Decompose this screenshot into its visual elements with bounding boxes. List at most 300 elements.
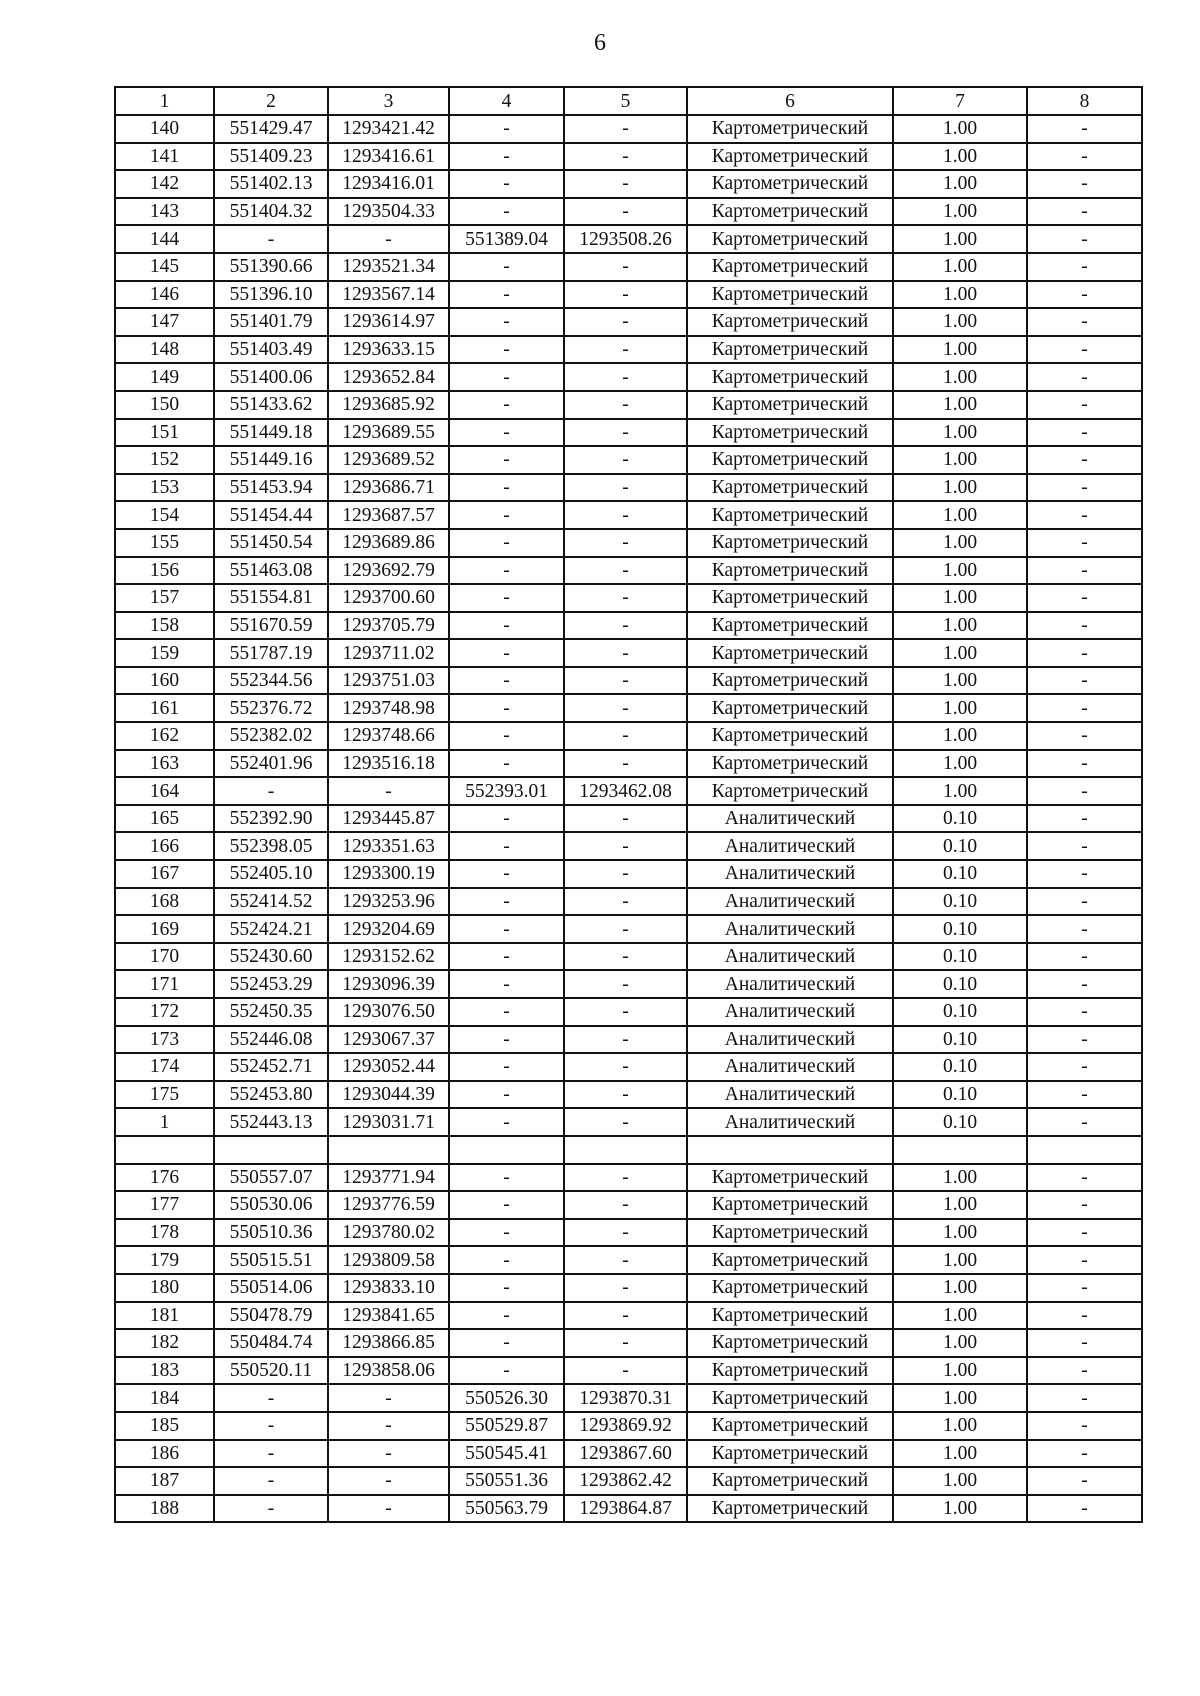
cell-y-coord: 1293689.86 bbox=[328, 529, 449, 557]
cell-note: - bbox=[1027, 1108, 1142, 1136]
cell-note: - bbox=[1027, 777, 1142, 805]
cell-x-coord-alt: - bbox=[449, 805, 564, 833]
cell-method: Картометрический bbox=[687, 1219, 893, 1247]
cell-y-coord: 1293067.37 bbox=[328, 1026, 449, 1054]
cell-x-coord: 552401.96 bbox=[214, 750, 328, 778]
cell-method bbox=[687, 1136, 893, 1164]
table-row bbox=[115, 639, 1142, 667]
cell-method: Картометрический bbox=[687, 722, 893, 750]
cell-y-coord: 1293780.02 bbox=[328, 1219, 449, 1247]
cell-point-number: 184 bbox=[115, 1384, 214, 1412]
cell-method: Картометрический bbox=[687, 308, 893, 336]
cell-method: Аналитический bbox=[687, 1026, 893, 1054]
column-header-3: 3 bbox=[328, 87, 449, 115]
cell-note: - bbox=[1027, 667, 1142, 695]
table-row bbox=[115, 888, 1142, 916]
table-row bbox=[115, 722, 1142, 750]
cell-x-coord: 551433.62 bbox=[214, 391, 328, 419]
cell-accuracy: 0.10 bbox=[893, 1026, 1027, 1054]
cell-y-coord-alt: - bbox=[564, 1108, 687, 1136]
cell-y-coord-alt: - bbox=[564, 970, 687, 998]
cell-note: - bbox=[1027, 1191, 1142, 1219]
table-row bbox=[115, 170, 1142, 198]
cell-y-coord-alt: - bbox=[564, 1246, 687, 1274]
cell-y-coord-alt: 1293869.92 bbox=[564, 1412, 687, 1440]
cell-y-coord-alt: - bbox=[564, 1191, 687, 1219]
cell-x-coord: 552446.08 bbox=[214, 1026, 328, 1054]
cell-x-coord-alt: - bbox=[449, 584, 564, 612]
cell-note: - bbox=[1027, 1357, 1142, 1385]
table-row bbox=[115, 474, 1142, 502]
cell-y-coord: 1293521.34 bbox=[328, 253, 449, 281]
cell-note bbox=[1027, 1136, 1142, 1164]
cell-x-coord: 551404.32 bbox=[214, 198, 328, 226]
cell-x-coord: 552376.72 bbox=[214, 694, 328, 722]
cell-accuracy: 1.00 bbox=[893, 308, 1027, 336]
cell-x-coord: 551396.10 bbox=[214, 281, 328, 309]
coordinates-table bbox=[114, 86, 1143, 1523]
cell-y-coord-alt: - bbox=[564, 143, 687, 171]
cell-method: Картометрический bbox=[687, 225, 893, 253]
cell-method: Картометрический bbox=[687, 1191, 893, 1219]
table-row bbox=[115, 446, 1142, 474]
cell-y-coord-alt: - bbox=[564, 612, 687, 640]
cell-method: Картометрический bbox=[687, 529, 893, 557]
cell-accuracy: 1.00 bbox=[893, 529, 1027, 557]
cell-point-number: 145 bbox=[115, 253, 214, 281]
table-row bbox=[115, 1384, 1142, 1412]
cell-point-number: 173 bbox=[115, 1026, 214, 1054]
cell-accuracy: 1.00 bbox=[893, 170, 1027, 198]
cell-method: Картометрический bbox=[687, 1274, 893, 1302]
cell-y-coord: 1293567.14 bbox=[328, 281, 449, 309]
cell-accuracy: 1.00 bbox=[893, 336, 1027, 364]
cell-accuracy: 1.00 bbox=[893, 1274, 1027, 1302]
cell-y-coord-alt: - bbox=[564, 198, 687, 226]
cell-point-number: 144 bbox=[115, 225, 214, 253]
cell-x-coord-alt: 550563.79 bbox=[449, 1495, 564, 1523]
cell-y-coord-alt: - bbox=[564, 281, 687, 309]
cell-y-coord: - bbox=[328, 1495, 449, 1523]
cell-method: Картометрический bbox=[687, 1357, 893, 1385]
cell-y-coord: - bbox=[328, 1467, 449, 1495]
cell-y-coord-alt: - bbox=[564, 584, 687, 612]
cell-y-coord: 1293152.62 bbox=[328, 943, 449, 971]
cell-accuracy: 1.00 bbox=[893, 1302, 1027, 1330]
table-row bbox=[115, 557, 1142, 585]
cell-method: Картометрический bbox=[687, 170, 893, 198]
table-row bbox=[115, 1412, 1142, 1440]
cell-y-coord-alt: - bbox=[564, 557, 687, 585]
cell-y-coord: 1293705.79 bbox=[328, 612, 449, 640]
cell-point-number: 155 bbox=[115, 529, 214, 557]
cell-point-number: 154 bbox=[115, 501, 214, 529]
cell-point-number: 158 bbox=[115, 612, 214, 640]
table-row bbox=[115, 1136, 1142, 1164]
cell-x-coord: 552452.71 bbox=[214, 1053, 328, 1081]
cell-x-coord-alt: - bbox=[449, 1357, 564, 1385]
cell-accuracy: 1.00 bbox=[893, 198, 1027, 226]
cell-x-coord-alt: 550526.30 bbox=[449, 1384, 564, 1412]
cell-x-coord-alt: - bbox=[449, 1108, 564, 1136]
cell-point-number: 182 bbox=[115, 1329, 214, 1357]
cell-note: - bbox=[1027, 1440, 1142, 1468]
cell-x-coord: - bbox=[214, 1467, 328, 1495]
cell-point-number: 186 bbox=[115, 1440, 214, 1468]
table-row bbox=[115, 501, 1142, 529]
cell-x-coord: 551429.47 bbox=[214, 115, 328, 143]
cell-x-coord: 552450.35 bbox=[214, 998, 328, 1026]
table-row bbox=[115, 198, 1142, 226]
cell-y-coord: 1293416.61 bbox=[328, 143, 449, 171]
cell-y-coord: 1293686.71 bbox=[328, 474, 449, 502]
cell-y-coord: 1293711.02 bbox=[328, 639, 449, 667]
cell-x-coord: 552453.80 bbox=[214, 1081, 328, 1109]
cell-x-coord-alt: - bbox=[449, 253, 564, 281]
cell-point-number: 176 bbox=[115, 1164, 214, 1192]
cell-note: - bbox=[1027, 722, 1142, 750]
cell-x-coord-alt: - bbox=[449, 557, 564, 585]
table-row bbox=[115, 750, 1142, 778]
cell-x-coord: - bbox=[214, 1495, 328, 1523]
cell-method: Картометрический bbox=[687, 557, 893, 585]
cell-accuracy: 1.00 bbox=[893, 419, 1027, 447]
table-row bbox=[115, 943, 1142, 971]
cell-accuracy: 1.00 bbox=[893, 722, 1027, 750]
cell-accuracy: 1.00 bbox=[893, 1329, 1027, 1357]
cell-point-number: 160 bbox=[115, 667, 214, 695]
cell-accuracy: 1.00 bbox=[893, 1412, 1027, 1440]
cell-note: - bbox=[1027, 694, 1142, 722]
cell-point-number: 162 bbox=[115, 722, 214, 750]
cell-method: Аналитический bbox=[687, 860, 893, 888]
cell-note: - bbox=[1027, 474, 1142, 502]
cell-y-coord: 1293204.69 bbox=[328, 915, 449, 943]
cell-accuracy: 0.10 bbox=[893, 943, 1027, 971]
table-row bbox=[115, 584, 1142, 612]
cell-y-coord-alt: - bbox=[564, 253, 687, 281]
cell-x-coord-alt: - bbox=[449, 446, 564, 474]
cell-x-coord-alt: - bbox=[449, 501, 564, 529]
cell-accuracy: 1.00 bbox=[893, 667, 1027, 695]
table-row bbox=[115, 419, 1142, 447]
cell-x-coord-alt: - bbox=[449, 391, 564, 419]
cell-accuracy: 0.10 bbox=[893, 915, 1027, 943]
column-header-2: 2 bbox=[214, 87, 328, 115]
cell-x-coord: 552344.56 bbox=[214, 667, 328, 695]
cell-x-coord-alt: 550545.41 bbox=[449, 1440, 564, 1468]
cell-y-coord: 1293516.18 bbox=[328, 750, 449, 778]
cell-y-coord: 1293351.63 bbox=[328, 832, 449, 860]
cell-y-coord-alt: - bbox=[564, 860, 687, 888]
cell-y-coord: 1293748.98 bbox=[328, 694, 449, 722]
cell-y-coord: 1293771.94 bbox=[328, 1164, 449, 1192]
cell-y-coord-alt: 1293862.42 bbox=[564, 1467, 687, 1495]
cell-note: - bbox=[1027, 198, 1142, 226]
cell-note: - bbox=[1027, 1081, 1142, 1109]
cell-x-coord: 551787.19 bbox=[214, 639, 328, 667]
cell-y-coord: 1293445.87 bbox=[328, 805, 449, 833]
cell-note: - bbox=[1027, 336, 1142, 364]
cell-note: - bbox=[1027, 1246, 1142, 1274]
cell-y-coord: 1293866.85 bbox=[328, 1329, 449, 1357]
cell-method: Аналитический bbox=[687, 943, 893, 971]
cell-accuracy: 1.00 bbox=[893, 391, 1027, 419]
cell-x-coord-alt: - bbox=[449, 1246, 564, 1274]
cell-y-coord: 1293776.59 bbox=[328, 1191, 449, 1219]
cell-accuracy: 0.10 bbox=[893, 970, 1027, 998]
cell-x-coord-alt: - bbox=[449, 667, 564, 695]
cell-accuracy: 0.10 bbox=[893, 805, 1027, 833]
cell-note: - bbox=[1027, 308, 1142, 336]
cell-accuracy: 0.10 bbox=[893, 860, 1027, 888]
cell-y-coord-alt: 1293867.60 bbox=[564, 1440, 687, 1468]
cell-x-coord-alt: - bbox=[449, 970, 564, 998]
cell-y-coord: 1293031.71 bbox=[328, 1108, 449, 1136]
table-row bbox=[115, 777, 1142, 805]
cell-point-number: 172 bbox=[115, 998, 214, 1026]
cell-x-coord: 552405.10 bbox=[214, 860, 328, 888]
cell-y-coord-alt: - bbox=[564, 501, 687, 529]
cell-y-coord: 1293076.50 bbox=[328, 998, 449, 1026]
cell-note: - bbox=[1027, 750, 1142, 778]
cell-method: Аналитический bbox=[687, 915, 893, 943]
column-header-7: 7 bbox=[893, 87, 1027, 115]
cell-y-coord-alt: - bbox=[564, 998, 687, 1026]
table-row bbox=[115, 1026, 1142, 1054]
cell-x-coord-alt: - bbox=[449, 1191, 564, 1219]
cell-x-coord: 551453.94 bbox=[214, 474, 328, 502]
cell-point-number: 168 bbox=[115, 888, 214, 916]
cell-method: Картометрический bbox=[687, 336, 893, 364]
cell-y-coord: 1293751.03 bbox=[328, 667, 449, 695]
table-row bbox=[115, 998, 1142, 1026]
cell-x-coord-alt: - bbox=[449, 943, 564, 971]
cell-point-number: 153 bbox=[115, 474, 214, 502]
cell-y-coord-alt: - bbox=[564, 1026, 687, 1054]
cell-method: Картометрический bbox=[687, 281, 893, 309]
cell-y-coord-alt: - bbox=[564, 639, 687, 667]
cell-y-coord-alt: - bbox=[564, 888, 687, 916]
table-row bbox=[115, 529, 1142, 557]
cell-y-coord-alt: - bbox=[564, 336, 687, 364]
cell-x-coord: 551409.23 bbox=[214, 143, 328, 171]
cell-method: Картометрический bbox=[687, 667, 893, 695]
table-row bbox=[115, 1108, 1142, 1136]
table-row bbox=[115, 1495, 1142, 1523]
cell-point-number: 169 bbox=[115, 915, 214, 943]
cell-x-coord: 550514.06 bbox=[214, 1274, 328, 1302]
cell-y-coord: 1293614.97 bbox=[328, 308, 449, 336]
cell-y-coord-alt: - bbox=[564, 115, 687, 143]
cell-y-coord-alt: 1293870.31 bbox=[564, 1384, 687, 1412]
cell-x-coord: 552430.60 bbox=[214, 943, 328, 971]
cell-y-coord-alt: - bbox=[564, 750, 687, 778]
cell-accuracy: 0.10 bbox=[893, 1053, 1027, 1081]
table-row bbox=[115, 253, 1142, 281]
cell-point-number: 181 bbox=[115, 1302, 214, 1330]
cell-y-coord-alt: - bbox=[564, 170, 687, 198]
cell-point-number: 165 bbox=[115, 805, 214, 833]
cell-x-coord-alt: - bbox=[449, 694, 564, 722]
cell-method: Картометрический bbox=[687, 1329, 893, 1357]
table-row bbox=[115, 1357, 1142, 1385]
table-row bbox=[115, 363, 1142, 391]
cell-x-coord-alt: - bbox=[449, 170, 564, 198]
cell-method: Картометрический bbox=[687, 1164, 893, 1192]
cell-x-coord-alt: - bbox=[449, 419, 564, 447]
cell-y-coord: 1293748.66 bbox=[328, 722, 449, 750]
cell-y-coord: 1293689.52 bbox=[328, 446, 449, 474]
cell-y-coord: 1293096.39 bbox=[328, 970, 449, 998]
column-header-5: 5 bbox=[564, 87, 687, 115]
cell-method: Картометрический bbox=[687, 446, 893, 474]
cell-x-coord: - bbox=[214, 1384, 328, 1412]
cell-y-coord-alt: - bbox=[564, 391, 687, 419]
cell-x-coord-alt: - bbox=[449, 1329, 564, 1357]
column-header-1: 1 bbox=[115, 87, 214, 115]
cell-note: - bbox=[1027, 584, 1142, 612]
cell-x-coord: 551670.59 bbox=[214, 612, 328, 640]
cell-y-coord-alt: 1293462.08 bbox=[564, 777, 687, 805]
table-row bbox=[115, 1329, 1142, 1357]
cell-accuracy: 1.00 bbox=[893, 584, 1027, 612]
cell-note: - bbox=[1027, 612, 1142, 640]
cell-method: Аналитический bbox=[687, 1081, 893, 1109]
cell-y-coord-alt: - bbox=[564, 1219, 687, 1247]
cell-method: Аналитический bbox=[687, 832, 893, 860]
table-row bbox=[115, 1053, 1142, 1081]
cell-x-coord-alt: - bbox=[449, 860, 564, 888]
cell-note: - bbox=[1027, 1384, 1142, 1412]
cell-point-number: 166 bbox=[115, 832, 214, 860]
cell-x-coord-alt: - bbox=[449, 363, 564, 391]
cell-point-number: 188 bbox=[115, 1495, 214, 1523]
cell-x-coord: 551463.08 bbox=[214, 557, 328, 585]
cell-y-coord: - bbox=[328, 777, 449, 805]
cell-point-number: 179 bbox=[115, 1246, 214, 1274]
cell-note: - bbox=[1027, 501, 1142, 529]
cell-note: - bbox=[1027, 446, 1142, 474]
cell-method: Аналитический bbox=[687, 1053, 893, 1081]
cell-method: Картометрический bbox=[687, 584, 893, 612]
cell-x-coord: 551400.06 bbox=[214, 363, 328, 391]
cell-accuracy bbox=[893, 1136, 1027, 1164]
cell-x-coord: 550478.79 bbox=[214, 1302, 328, 1330]
table-row bbox=[115, 860, 1142, 888]
cell-y-coord-alt: - bbox=[564, 529, 687, 557]
cell-accuracy: 1.00 bbox=[893, 1467, 1027, 1495]
cell-y-coord: 1293809.58 bbox=[328, 1246, 449, 1274]
cell-y-coord-alt: - bbox=[564, 1164, 687, 1192]
cell-note: - bbox=[1027, 970, 1142, 998]
cell-accuracy: 1.00 bbox=[893, 281, 1027, 309]
cell-method: Аналитический bbox=[687, 970, 893, 998]
cell-point-number: 140 bbox=[115, 115, 214, 143]
cell-x-coord: - bbox=[214, 1440, 328, 1468]
table-row bbox=[115, 115, 1142, 143]
cell-accuracy: 1.00 bbox=[893, 143, 1027, 171]
cell-x-coord: 552443.13 bbox=[214, 1108, 328, 1136]
cell-x-coord: 552414.52 bbox=[214, 888, 328, 916]
cell-method: Картометрический bbox=[687, 198, 893, 226]
cell-x-coord-alt: 552393.01 bbox=[449, 777, 564, 805]
cell-y-coord-alt: - bbox=[564, 446, 687, 474]
cell-accuracy: 0.10 bbox=[893, 832, 1027, 860]
cell-accuracy: 1.00 bbox=[893, 115, 1027, 143]
cell-accuracy: 1.00 bbox=[893, 446, 1027, 474]
cell-y-coord: 1293692.79 bbox=[328, 557, 449, 585]
cell-method: Картометрический bbox=[687, 115, 893, 143]
cell-method: Картометрический bbox=[687, 750, 893, 778]
cell-y-coord: - bbox=[328, 225, 449, 253]
table-row bbox=[115, 970, 1142, 998]
cell-y-coord-alt: - bbox=[564, 832, 687, 860]
cell-method: Картометрический bbox=[687, 253, 893, 281]
cell-point-number: 141 bbox=[115, 143, 214, 171]
cell-y-coord-alt: - bbox=[564, 1053, 687, 1081]
cell-note: - bbox=[1027, 170, 1142, 198]
cell-accuracy: 1.00 bbox=[893, 474, 1027, 502]
table-row bbox=[115, 1274, 1142, 1302]
cell-y-coord: 1293044.39 bbox=[328, 1081, 449, 1109]
cell-point-number: 161 bbox=[115, 694, 214, 722]
cell-accuracy: 1.00 bbox=[893, 225, 1027, 253]
cell-note: - bbox=[1027, 557, 1142, 585]
cell-x-coord: 552424.21 bbox=[214, 915, 328, 943]
cell-note: - bbox=[1027, 888, 1142, 916]
cell-note: - bbox=[1027, 1495, 1142, 1523]
cell-y-coord-alt: - bbox=[564, 363, 687, 391]
cell-point-number: 1 bbox=[115, 1108, 214, 1136]
cell-note: - bbox=[1027, 860, 1142, 888]
cell-point-number: 171 bbox=[115, 970, 214, 998]
cell-method: Картометрический bbox=[687, 777, 893, 805]
cell-method: Картометрический bbox=[687, 419, 893, 447]
cell-method: Аналитический bbox=[687, 998, 893, 1026]
cell-accuracy: 1.00 bbox=[893, 1164, 1027, 1192]
page-number: 6 bbox=[594, 30, 606, 56]
column-header-8: 8 bbox=[1027, 87, 1142, 115]
cell-accuracy: 1.00 bbox=[893, 1357, 1027, 1385]
cell-accuracy: 1.00 bbox=[893, 363, 1027, 391]
cell-x-coord-alt: - bbox=[449, 612, 564, 640]
cell-x-coord: 551450.54 bbox=[214, 529, 328, 557]
cell-x-coord-alt: - bbox=[449, 832, 564, 860]
cell-note: - bbox=[1027, 143, 1142, 171]
cell-method: Картометрический bbox=[687, 474, 893, 502]
cell-y-coord: 1293052.44 bbox=[328, 1053, 449, 1081]
cell-x-coord-alt: - bbox=[449, 115, 564, 143]
cell-note: - bbox=[1027, 1274, 1142, 1302]
cell-point-number: 177 bbox=[115, 1191, 214, 1219]
table-row bbox=[115, 1191, 1142, 1219]
cell-y-coord: 1293833.10 bbox=[328, 1274, 449, 1302]
cell-y-coord-alt: - bbox=[564, 1081, 687, 1109]
cell-x-coord: 552392.90 bbox=[214, 805, 328, 833]
table-row bbox=[115, 1302, 1142, 1330]
cell-accuracy: 1.00 bbox=[893, 501, 1027, 529]
cell-note: - bbox=[1027, 1164, 1142, 1192]
cell-x-coord-alt: - bbox=[449, 1219, 564, 1247]
cell-x-coord-alt: 550551.36 bbox=[449, 1467, 564, 1495]
cell-point-number: 151 bbox=[115, 419, 214, 447]
cell-note: - bbox=[1027, 1329, 1142, 1357]
cell-method: Картометрический bbox=[687, 1495, 893, 1523]
cell-x-coord: 552382.02 bbox=[214, 722, 328, 750]
cell-x-coord-alt: - bbox=[449, 1274, 564, 1302]
cell-point-number: 163 bbox=[115, 750, 214, 778]
